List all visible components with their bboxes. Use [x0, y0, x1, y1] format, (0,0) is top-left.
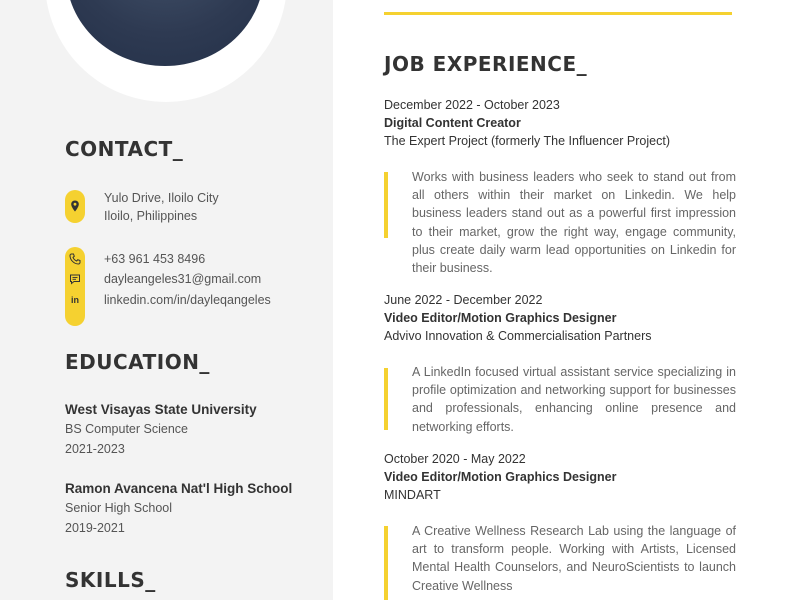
school-years: 2021-2023 [65, 442, 125, 456]
header-accent-line [384, 12, 732, 15]
school-program: Senior High School [65, 501, 173, 515]
message-icon [69, 273, 81, 285]
job-description: A LinkedIn focused virtual assistant service specializing in profile optimization and networking support for businesses and professionals, enhancing online presence and networking efforts. [412, 365, 736, 434]
job-description: Works with business leaders who seek to stand out from all others within their market on Linkedin. We help business leaders stand out as a powerful first impression to their market, grow the right way, engage community, plus create daily warm lead opportunities on Linkedin for their business. [412, 170, 736, 276]
job-date: June 2022 - December 2022 [384, 293, 543, 307]
email-address[interactable]: dayleangeles31@gmail.com [104, 272, 262, 286]
school-name: Ramon Avancena Nat'l High School [65, 481, 293, 496]
job-company: Advivo Innovation & Commercialisation Partners [384, 329, 652, 343]
school-name: West Visayas State University [65, 402, 257, 417]
education-heading: EDUCATION_ [65, 350, 210, 374]
job-accent-bar [384, 368, 388, 430]
job-company: The Expert Project (formerly The Influencer Project) [384, 134, 670, 148]
job-company: MINDART [384, 488, 441, 502]
job-date: December 2022 - October 2023 [384, 98, 560, 112]
linkedin-icon: in [71, 295, 79, 305]
job-role: Video Editor/Motion Graphics Designer [384, 311, 617, 325]
address-line-2: Iloilo, Philippines [104, 209, 198, 223]
school-years: 2019-2021 [65, 521, 125, 535]
job-description: A Creative Wellness Research Lab using the language of art to transform people. Working with Artists, Licensed Mental Health Counselors, and NeuroScientists to launch Creative Wellness [412, 524, 736, 593]
job-accent-bar [384, 526, 388, 600]
phone-number[interactable]: +63 961 453 8496 [104, 252, 206, 266]
job-accent-bar [384, 172, 388, 238]
job-experience-heading: JOB EXPERIENCE_ [384, 52, 588, 76]
address-line-1: Yulo Drive, Iloilo City [104, 191, 219, 205]
location-pin-icon [69, 200, 81, 212]
linkedin-url[interactable]: linkedin.com/in/dayleqangeles [104, 293, 271, 307]
skills-heading: SKILLS_ [65, 568, 156, 592]
job-role: Video Editor/Motion Graphics Designer [384, 470, 617, 484]
contact-heading: CONTACT_ [65, 137, 184, 161]
job-role: Digital Content Creator [384, 116, 521, 130]
phone-icon [69, 253, 81, 265]
job-date: October 2020 - May 2022 [384, 452, 526, 466]
school-program: BS Computer Science [65, 422, 188, 436]
